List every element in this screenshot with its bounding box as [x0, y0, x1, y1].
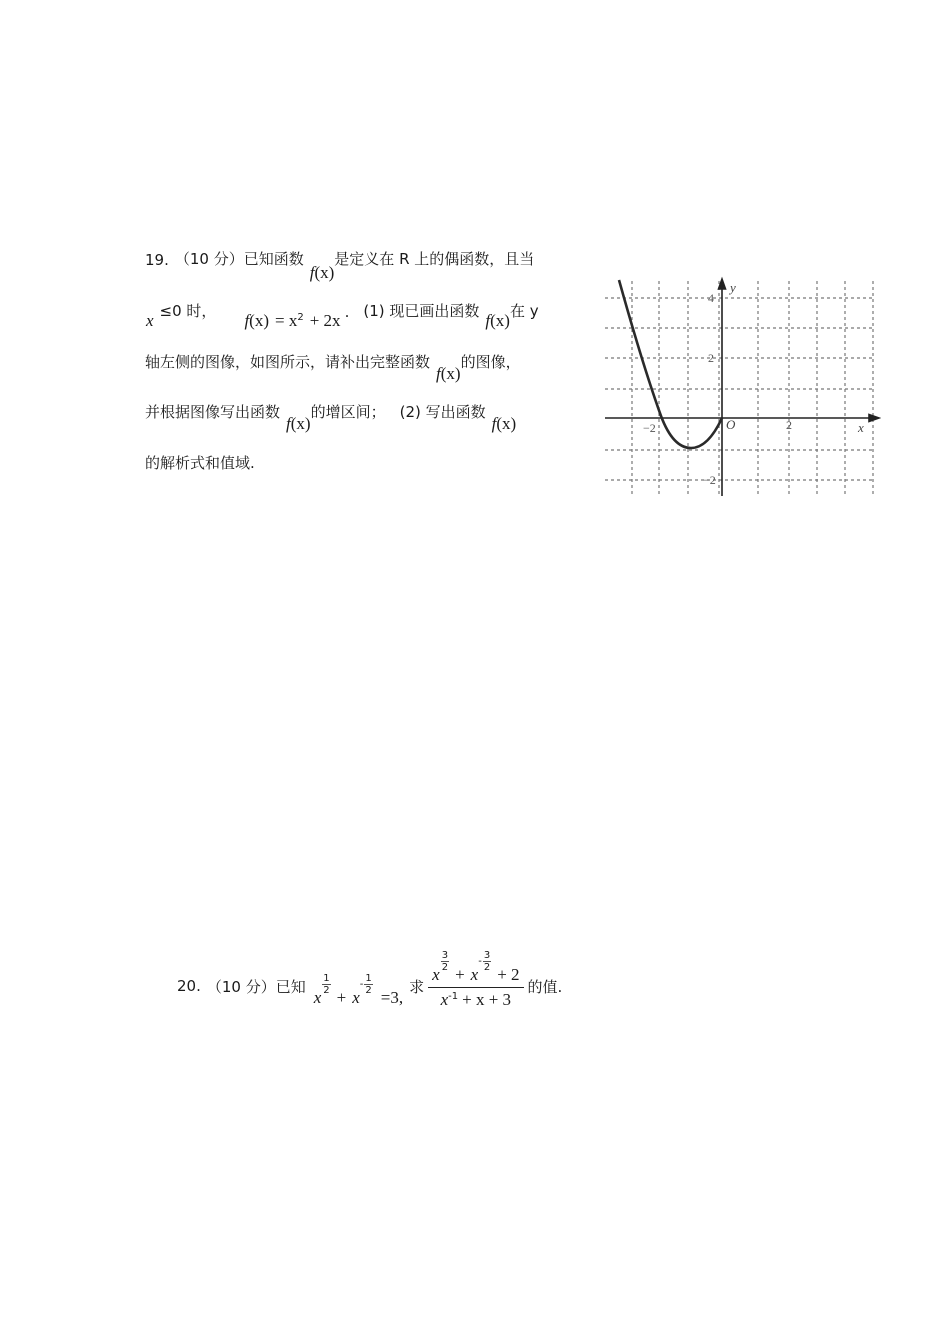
y-axis-label: y [730, 280, 736, 295]
math-f: f [436, 364, 441, 383]
math-eq-3: =3, [380, 987, 404, 1007]
tick-label-y-4: 4 [708, 291, 714, 305]
math-exponent: 2 [297, 312, 304, 323]
y-axis-arrow [719, 279, 726, 289]
math-denominator-rest: + x + 3 [462, 990, 512, 1009]
axes [605, 279, 879, 496]
q19-line-1 [145, 248, 535, 282]
x-axis-label: x [858, 420, 864, 435]
fraction-denominator [437, 988, 515, 1010]
math-paren-x: (x) [496, 414, 517, 433]
q19-score: （10 分） [174, 250, 244, 268]
q19-line-2 [146, 300, 539, 330]
q19-number: 19. [145, 251, 169, 269]
q20-line [177, 950, 563, 1010]
math-f: f [485, 311, 491, 330]
math-x: x [470, 965, 479, 984]
origin-label: O [726, 417, 736, 432]
q19-text: 的图像， [460, 353, 521, 371]
q19-text: 是定义在 R 上的偶函数，且当 [334, 250, 535, 268]
q19-text: (2) 写出函数 [399, 403, 486, 421]
math-f: f [286, 414, 291, 433]
tick-label-y-neg2: −2 [703, 473, 716, 487]
q19-text: ≤0 时， [159, 302, 217, 320]
q19-text: 在 y [509, 302, 539, 320]
math-paren-x: (x) [249, 311, 269, 330]
tick-label-y-2: 2 [708, 351, 714, 365]
exponent-three-halves: 3 2 [441, 950, 449, 973]
q20-text: 的值. [527, 977, 563, 996]
q19-line-3 [145, 351, 521, 383]
math-plus-2x: + 2x [309, 311, 341, 330]
math-fraction [428, 950, 523, 1010]
math-f: f [309, 263, 315, 282]
q19-text: 已知函数 [243, 250, 304, 268]
math-paren-x: (x) [440, 364, 461, 383]
tick-label-x-2: 2 [786, 418, 792, 432]
q19-text: 并根据图像写出函数 [145, 403, 281, 421]
q20-score: （10 分） [206, 977, 276, 996]
math-x: x [440, 990, 449, 1009]
math-x: x [432, 965, 440, 984]
math-dot: . [344, 303, 350, 321]
q20-number: 20. [177, 977, 201, 995]
function-curve [619, 280, 722, 448]
math-plus: + [455, 965, 465, 984]
math-plus-2: + 2 [497, 965, 520, 984]
exponent-half: 1 2 [323, 972, 330, 996]
q19-text: (1) 现已画出函数 [363, 302, 480, 320]
math-plus: + [336, 987, 347, 1007]
exponent-neg-1: -1 [448, 991, 459, 1002]
exponent-neg-three-halves: - 3 2 [478, 950, 491, 973]
grid-lines [605, 281, 875, 496]
math-x: x [352, 987, 360, 1007]
math-f: f [491, 414, 497, 433]
q19-line-5 [145, 452, 255, 473]
q20-text: 已知 [275, 977, 306, 996]
x-axis-arrow [869, 415, 879, 422]
q19-text: 的解析式和值域. [145, 454, 255, 472]
fraction-numerator [428, 950, 523, 988]
q19-text: 的增区间； [310, 403, 386, 421]
math-eq-x: = x [275, 311, 298, 330]
math-paren-x: (x) [490, 311, 510, 330]
function-graph [603, 276, 881, 498]
math-x: x [146, 311, 154, 330]
q19-line-4 [145, 401, 517, 433]
tick-label-x-neg2: −2 [643, 421, 656, 435]
math-x: x [313, 987, 322, 1007]
math-condition [313, 972, 404, 1008]
q19-text: 轴左侧的图像，如图所示，请补出完整函数 [145, 353, 431, 371]
math-f: f [244, 311, 250, 330]
q20-text: 求 [409, 977, 425, 996]
math-paren-x: (x) [290, 414, 311, 433]
exponent-neg-half: - 1 2 [359, 972, 372, 996]
math-paren-x: (x) [314, 263, 335, 282]
